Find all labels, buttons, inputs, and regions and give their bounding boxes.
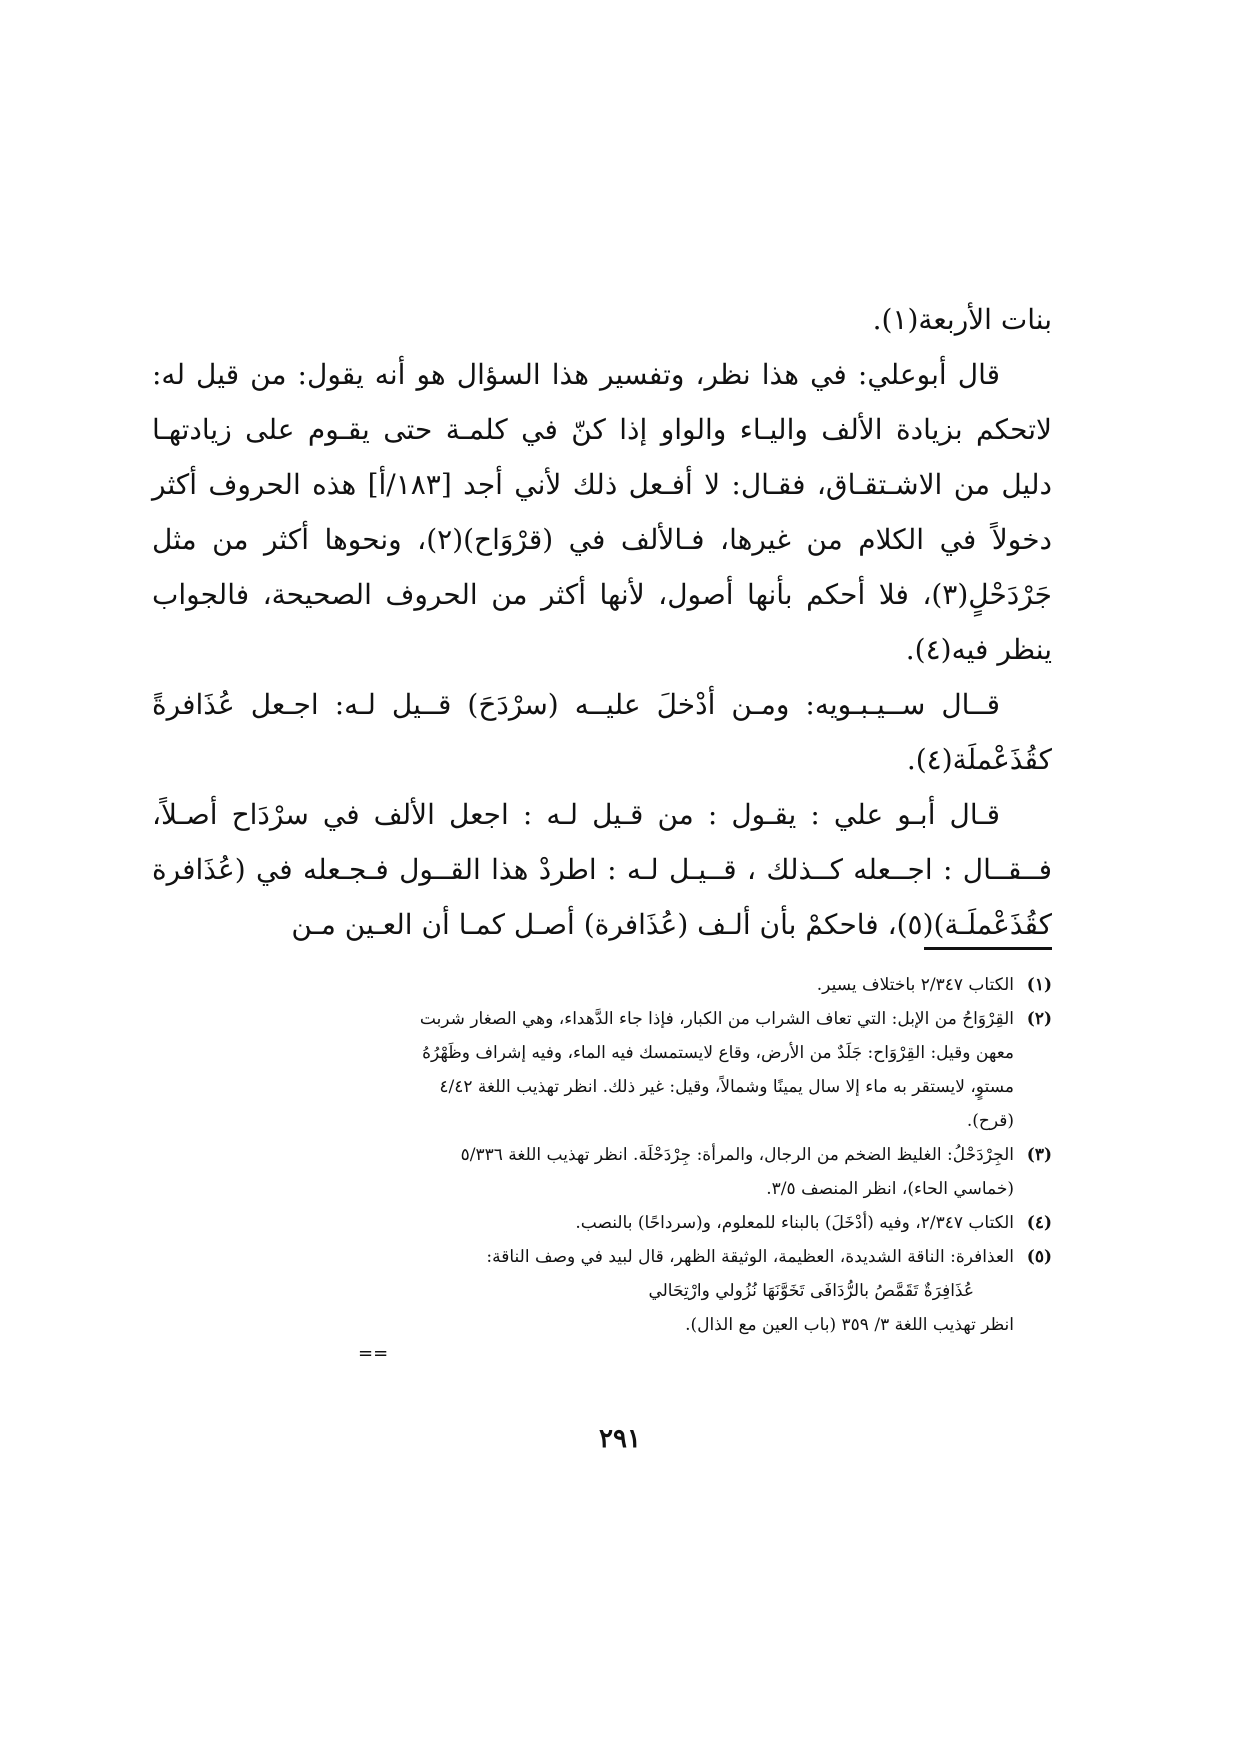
footnote-number: (٢) (1026, 1009, 1052, 1029)
footnote-line: العذافرة: الناقة الشديدة، العظيمة، الوثيقة الظهر، قال لبيد في وصف الناقة: (486, 1247, 1014, 1267)
main-text (152, 292, 1052, 952)
footnote-number: (٣) (1026, 1145, 1052, 1165)
footnote-text (152, 1138, 1014, 1206)
footnote-divider (924, 947, 1052, 950)
footnote-number: (١) (1026, 975, 1052, 995)
poetry-verse (152, 1274, 1014, 1308)
paragraph-sibawayh: قــال ســيـبـويه: ومـن أدْخلَ عليــه (سرْدَحَ) قــيل لـه: اجـعل عُذَافرةً كقُذَعْملَة(٤). (152, 688, 1052, 776)
footnote-text (152, 1240, 1014, 1342)
footnote-1 (152, 968, 1052, 1002)
verse-first-hemistich: عُذَافِرَةٌ تَقَمَّصُ بالرُّدَافَى (809, 1281, 974, 1301)
footnote-line: القِرْوَاحُ من الإبل: التي تعاف الشراب من الكبار، فإذا جاء الدَّهداء، وهي الصغار شربت (419, 1009, 1014, 1029)
footnote-line: (قرح). (966, 1111, 1014, 1131)
footnote-line: مستوٍ، لايستقر به ماء إلا سال يمينًا وشمالاً، وقيل: غير ذلك. انظر تهذيب اللغة ٤/٤٢ (439, 1077, 1014, 1097)
footnote-5 (152, 1240, 1052, 1342)
continuation-marker: == (358, 1343, 389, 1364)
footnote-text (152, 1206, 1014, 1240)
footnote-2 (152, 1002, 1052, 1138)
footnote-text (152, 968, 1014, 1002)
paragraph-heading-line: بنات الأربعة(١). (872, 303, 1052, 336)
footnote-4 (152, 1206, 1052, 1240)
paragraph-abu-ali-1: قال أبوعلي: في هذا نظر، وتفسير هذا السؤال هو أنه يقول: من قيل له: لاتحكم بزيادة الألف واليـاء والواو إذا كنّ في كلمـة حتى يقـوم على زيادتهـا دليل من الاشـتقـاق، فقـال: لا أفـعل ذلك لأني أجد [١٨٣/أ] هذه الحروف أكثر دخولاً في الكلام من غيرها، فـالألف في (قرْوَاح)(٢)، ونحوها أكثر من مثل جَرْدَحْلٍ(٣)، فلا أحكم بأنها أصول، لأنها أكثر من الحروف الصحيحة، فالجواب ينظر فيه(٤). (152, 358, 1053, 666)
footnote-line: انظر تهذيب اللغة ٣/ ٣٥٩ (باب العين مع الذال). (685, 1315, 1014, 1335)
footnote-line: (خماسي الحاء)، انظر المنصف ٣/٥. (766, 1179, 1014, 1199)
footnotes (152, 968, 1052, 1342)
footnote-number: (٥) (1026, 1247, 1052, 1267)
verse-second-hemistich: تَخَوَّنَهَا نُزُولي وارْتِحَالي (648, 1281, 805, 1301)
footnote-number: (٤) (1026, 1213, 1052, 1233)
footnote-3 (152, 1138, 1052, 1206)
footnote-line: الجِرْدَحْلُ: الغليظ الضخم من الرجال، والمرأة: جِرْدَحْلَة. انظر تهذيب اللغة ٥/٣٣٦ (460, 1145, 1014, 1165)
footnote-line: الكتاب ٢/٣٤٧، وفيه (أدْخَلَ) بالبناء للمعلوم، و(سرداحًا) بالنصب. (575, 1213, 1014, 1233)
footnote-line: معهن وقيل: القِرْوَاح: جَلَدٌ من الأرض، وقاع لايستمسك فيه الماء، وفيه إشراف وظَهْرُهُ (422, 1043, 1014, 1063)
footnote-line: الكتاب ٢/٣٤٧ باختلاف يسير. (816, 975, 1014, 995)
page-number: ٢٩١ (599, 1424, 641, 1454)
footnote-text (152, 1002, 1014, 1138)
paragraph-abu-ali-2: قـال أبـو علي : يقـول : من قـيل لـه : اجعل الألف في سرْدَاح أصـلاً، فــقــال : اجــعله كــذلك ، قــيـل لـه : اطردْ هذا القــول فـجـعله في (عُذَافرة كقُذَعْملَـة)(٥)، فاحكمْ بأن ألـف (عُذَافرة) أصـل كمـا أن العـين مـن (152, 798, 1052, 941)
